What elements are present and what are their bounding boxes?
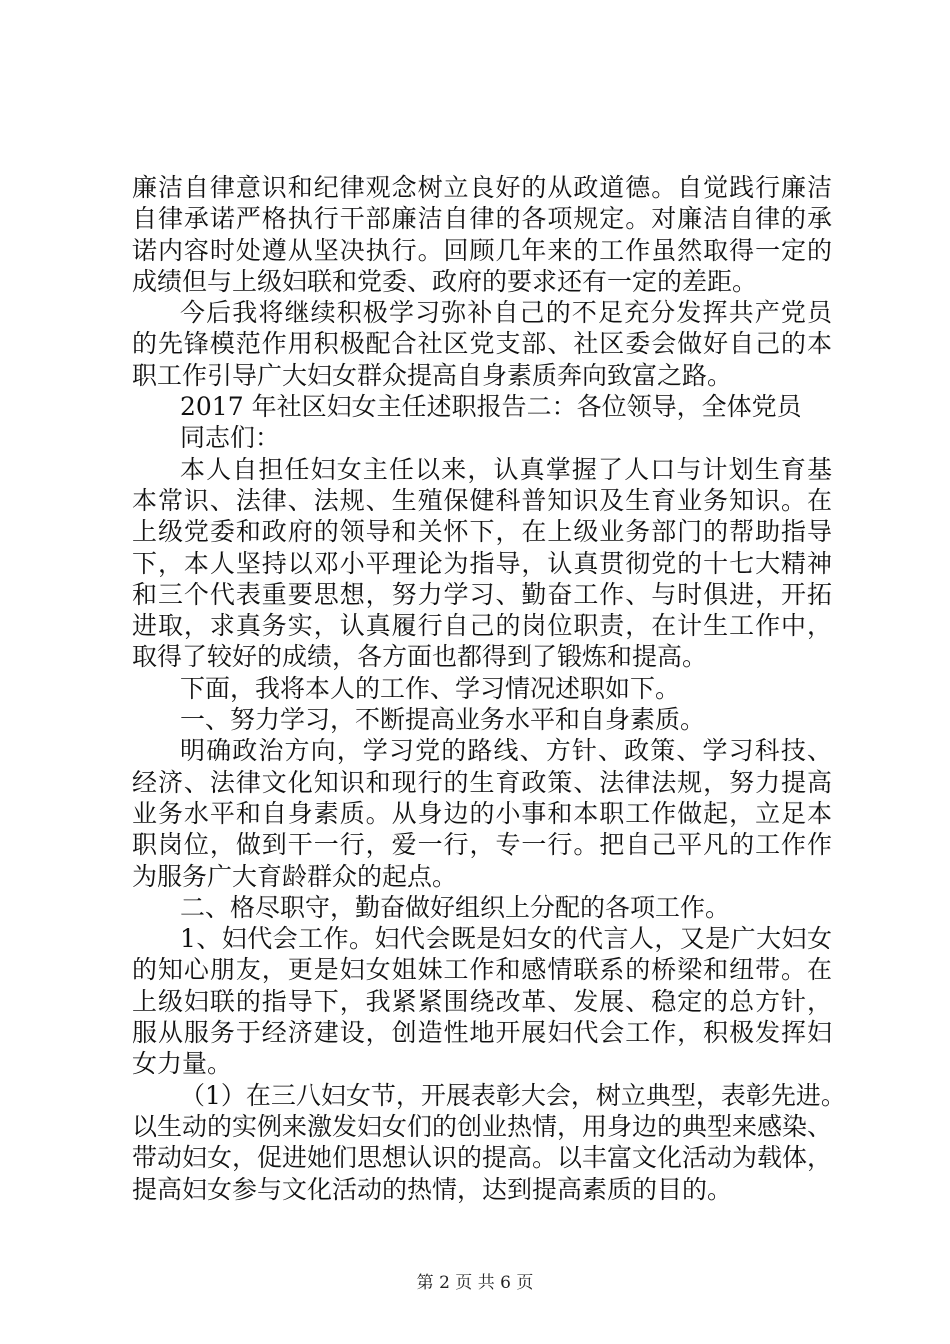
text-line: 服从服务于经济建设，创造性地开展妇代会工作，积极发挥妇 — [132, 1018, 832, 1048]
text-line: 下，本人坚持以邓小平理论为指导，认真贯彻党的十七大精神 — [132, 548, 832, 578]
text-line: 进取，求真务实，认真履行自己的岗位职责，在计生工作中， — [132, 611, 832, 641]
text-line: 女力量。 — [132, 1049, 233, 1079]
text-line: 经济、法律文化知识和现行的生育政策、法律法规，努力提高 — [132, 767, 832, 797]
text-line: 业务水平和自身素质。从身边的小事和本职工作做起，立足本 — [132, 798, 832, 828]
text-line: 的先锋模范作用积极配合社区党支部、社区委会做好自己的本 — [132, 329, 832, 359]
text-line: 职岗位，做到干一行，爱一行，专一行。把自己平凡的工作作 — [132, 830, 832, 860]
text-line: 本常识、法律、法规、生殖保健科普知识及生育业务知识。在 — [132, 485, 832, 515]
page-number-footer: 第 2 页 共 6 页 — [416, 1273, 534, 1293]
text-line: 2017 年社区妇女主任述职报告二：各位领导，全体党员 — [180, 392, 802, 422]
text-line: 诺内容时处遵从坚决执行。回顾几年来的工作虽然取得一定的 — [132, 235, 832, 265]
text-line: 为服务广大育龄群众的起点。 — [132, 861, 458, 891]
text-line: 本人自担任妇女主任以来，认真掌握了人口与计划生育基 — [180, 454, 832, 484]
text-line: 1、妇代会工作。妇代会既是妇女的代言人，又是广大妇女 — [180, 924, 832, 954]
document-body — [132, 172, 846, 1205]
text-line: 职工作引导广大妇女群众提高自身素质奔向致富之路。 — [132, 360, 733, 390]
text-line: 二、格尽职守，勤奋做好组织上分配的各项工作。 — [180, 892, 731, 922]
text-line: 的知心朋友，更是妇女姐妹工作和感情联系的桥梁和纽带。在 — [132, 955, 832, 985]
text-line: 以生动的实例来激发妇女们的创业热情，用身边的典型来感染、 — [132, 1111, 833, 1141]
text-line: 取得了较好的成绩，各方面也都得到了锻炼和提高。 — [132, 642, 708, 672]
text-line: 今后我将继续积极学习弥补自己的不足充分发挥共产党员 — [180, 298, 832, 328]
text-line: 一、努力学习，不断提高业务水平和自身素质。 — [180, 705, 706, 735]
text-line: 和三个代表重要思想，努力学习、勤奋工作、与时俱进，开拓 — [132, 579, 832, 609]
text-line: 下面，我将本人的工作、学习情况述职如下。 — [180, 673, 681, 703]
text-line: 明确政治方向，学习党的路线、方针、政策、学习科技、 — [180, 736, 832, 766]
text-line: 自律承诺严格执行干部廉洁自律的各项规定。对廉洁自律的承 — [132, 204, 832, 234]
text-line: 廉洁自律意识和纪律观念树立良好的从政道德。自觉践行廉洁 — [132, 173, 832, 202]
text-line: 成绩但与上级妇联和党委、政府的要求还有一定的差距。 — [132, 266, 758, 296]
text-line: 同志们： — [180, 423, 281, 453]
text-line: （1）在三八妇女节，开展表彰大会，树立典型，表彰先进。 — [180, 1080, 846, 1110]
text-line: 上级妇联的指导下，我紧紧围绕改革、发展、稳定的总方针， — [132, 986, 832, 1016]
text-line: 上级党委和政府的领导和关怀下，在上级业务部门的帮助指导 — [132, 517, 832, 547]
text-line: 带动妇女，促进她们思想认识的提高。以丰富文化活动为载体， — [132, 1143, 833, 1173]
text-line: 提高妇女参与文化活动的热情，达到提高素质的目的。 — [132, 1174, 733, 1204]
